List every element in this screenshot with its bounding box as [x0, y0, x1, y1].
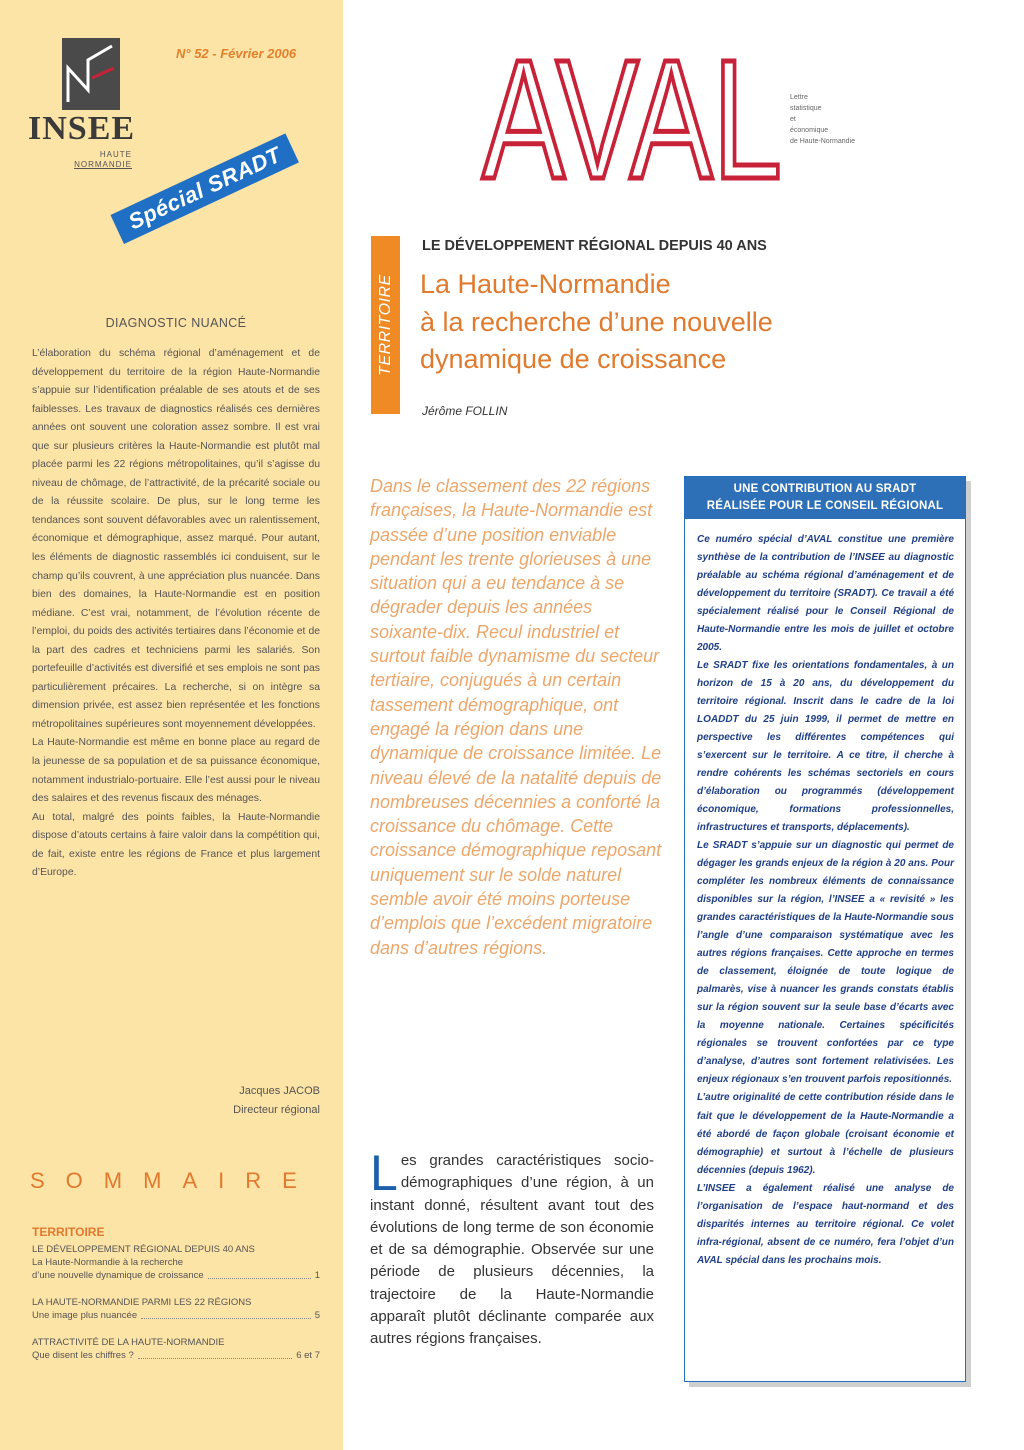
left-sidebar	[0, 0, 343, 1450]
insee-wordmark: INSEE	[28, 110, 136, 147]
signature-name: Jacques JACOB	[239, 1085, 320, 1097]
aval-masthead-text: AVAL	[482, 28, 782, 198]
info-box-paragraph: L’INSEE a également réalisé une analyse de l’organisation de l’espace haut-normand et des disparités internes au territoire régional. Ce volet infra-régional, absent de ce numéro, fera l’objet d’un AVAL spécial dans les prochains mois.	[697, 1182, 954, 1266]
sommaire-title: SOMMAIRE	[30, 1168, 318, 1193]
rubric-band	[371, 236, 400, 414]
info-box-paragraph: L’autre originalité de cette contribution réside dans le fait que le développement de la Haute-Normandie a été abordé de façon globale (croisant économie et démographie) et surtout à l’échelle de plusieurs décennies (depuis 1962).	[697, 1092, 954, 1176]
special-badge: Spécial SRADT	[110, 133, 299, 244]
toc-section: TERRITOIRE	[32, 1225, 105, 1239]
issue-number: N° 52 - Février 2006	[176, 46, 297, 61]
info-box	[684, 476, 966, 1382]
article-lead: Dans le classement des 22 régions françaises, la Haute-Normandie est passée d’une position enviable pendant les trente glorieuses à une situation qui a eu tendance à se dégrader depuis les années soixante-dix. Recul industriel et surtout faible dynamisme du secteur tertiaire, conjugués à un certain tassement démographique, ont engagé la région dans une dynamique de croissance limitée. Le niveau élevé de la natalité depuis de nombreuses décennies a conforté la croissance du chômage. Cette croissance démographique reposant uniquement sur le solde naturel semble avoir été moins porteuse d’emplois que l’excédent migratoire dans d’autres régions.	[370, 476, 662, 958]
toc-page: 6 et 7	[296, 1350, 320, 1361]
article-headline: La Haute-Normandie à la recherche d’une nouvelle dynamique de croissance	[420, 269, 773, 374]
toc-item[interactable]	[32, 1336, 320, 1362]
article-author: Jérôme FOLLIN	[422, 404, 508, 418]
article-body-text: es grandes caractéristiques socio-démographiques d’une région, à un instant donné, résultent avant tout des évolutions de long terme de son économie et de sa démographie. Observée sur une période de plusieurs décennies, la trajectoire de la Haute-Normandie apparaît plutôt déclinante comparée aux autres régions françaises.	[370, 1152, 654, 1348]
toc-line: Une image plus nuancée	[32, 1310, 138, 1321]
info-box-paragraph: Le SRADT fixe les orientations fondamentales, à un horizon de 15 à 20 ans, du développement du territoire régional. Inscrit dans le cadre de la loi LOADDT du 25 juin 1999, il permet de mettre en perspective les différentes compétences qui s’exercent sur le territoire. A ce titre, il cherche à rendre cohérents les schémas sectoriels en cours d’élaboration ou programmés (développement économique, formations professionnelles, infrastructures et transports, déplacements).	[697, 660, 954, 834]
insee-logo-mark	[62, 38, 120, 110]
toc-page: 5	[314, 1310, 320, 1321]
info-box-body	[685, 519, 965, 1270]
article-kicker: LE DÉVELOPPEMENT RÉGIONAL DEPUIS 40 ANS	[422, 238, 767, 254]
toc-line: La Haute-Normandie à la recherche	[32, 1257, 184, 1268]
table-of-contents	[32, 1226, 320, 1376]
editorial-title: DIAGNOSTIC NUANCÉ	[105, 316, 247, 330]
toc-heading: ATTRACTIVITÉ DE LA HAUTE-NORMANDIE	[32, 1337, 225, 1348]
toc-item[interactable]	[32, 1296, 320, 1322]
article-body	[370, 1145, 654, 1351]
editorial-paragraph: L’élaboration du schéma régional d’aménagement et de développement du territoire de la région Haute-Normandie s’appuie sur l’identification préalable de ses atouts et de ses faiblesses. Les travaux de diagnostics réalisés ces dernières années ont souvent une coloration assez sombre. Il est vrai que sur plusieurs critères la Haute-Normandie est plutôt mal placée parmi les 22 régions métropolitaines, qu’il s’agisse du niveau de chômage, de l’attractivité, de la précarité sociale ou de la réussite scolaire. De plus, sur le long terme les tendances sont souvent défavorables avec un ralentissement, économique et démographique, assez marqué. Pour autant, les éléments de diagnostic rassemblés ici conduisent, sur le champ qu’ils couvrent, à une appréciation plus nuancée. Dans bien des domaines, la Haute-Normandie est en position médiane. C’est vrai, notamment, de l’évolution récente de l’emploi, du poids des activités tertiaires dans l’économie et de la part des cadres et techniciens parmi les salariés. Son portefeuille d’activités est diversifié et ses emplois ne sont pas particulièrement précaires. La recherche, si on intègre sa dimension privée, est assez bien représentée et les fonctions métropolitaines supérieures sont moyennement développées.	[32, 348, 320, 730]
rubric-label: TERRITOIRE	[377, 274, 394, 376]
insee-logo	[28, 38, 138, 178]
publication-subtitle: Lettre statistique et économique de Haute-Normandie	[790, 94, 855, 145]
aval-masthead	[478, 28, 798, 198]
insee-region: HAUTE NORMANDIE	[74, 150, 132, 169]
toc-heading: LA HAUTE-NORMANDIE PARMI LES 22 RÉGIONS	[32, 1297, 252, 1308]
editorial-signature	[32, 1082, 320, 1120]
editorial-paragraph: Au total, malgré des points faibles, la Haute-Normandie dispose d’atouts certains à faire valoir dans la compétition qui, de fait, existe entre les régions de France et plus largement d’Europe.	[32, 811, 320, 879]
info-box-title: UNE CONTRIBUTION AU SRADT RÉALISÉE POUR LE CONSEIL RÉGIONAL	[685, 477, 965, 519]
toc-heading: LE DÉVELOPPEMENT RÉGIONAL DEPUIS 40 ANS	[32, 1244, 255, 1255]
info-box-paragraph: Ce numéro spécial d’AVAL constitue une première synthèse de la contribution de l’INSEE au diagnostic préalable au schéma régional d’aménagement et de développement du territoire (SRADT). Ce travail a été spécialement réalisé pour le Conseil Régional de Haute-Normandie entre les mois de juillet et octobre 2005.	[697, 534, 954, 654]
signature-role: Directeur régional	[233, 1104, 320, 1116]
toc-line: Que disent les chiffres ?	[32, 1350, 134, 1361]
toc-line: d’une nouvelle dynamique de croissance	[32, 1270, 204, 1281]
toc-page: 1	[314, 1270, 320, 1281]
editorial-text	[32, 345, 320, 883]
drop-cap: L	[370, 1145, 398, 1201]
toc-item[interactable]	[32, 1243, 320, 1282]
info-box-paragraph: Le SRADT s’appuie sur un diagnostic qui permet de dégager les grands enjeux de la région à 20 ans. Pour compléter les nombreux éléments de connaissance disponibles sur la région, l’INSEE a « revisité » les grandes caractéristiques de la Haute-Normandie sous l’angle d’une comparaison systématique avec les autres régions françaises. Cette approche en termes de classement, éloignée de toute logique de palmarès, vise à nuancer les grands constats établis sur la région souvent sur la seule base d’écarts avec la moyenne nationale. Certaines spécificités régionales se trouvent confortées par ce type d’analyse, d’autres sont fortement relativisées. Les enjeux régionaux s’en trouvent parfois repositionnés.	[697, 840, 954, 1086]
editorial-paragraph: La Haute-Normandie est même en bonne place au regard de la jeunesse de sa population et de sa puissance économique, notamment industrialo-portuaire. Elle l’est aussi pour le niveau des salaires et des revenus fiscaux des ménages.	[32, 737, 320, 805]
